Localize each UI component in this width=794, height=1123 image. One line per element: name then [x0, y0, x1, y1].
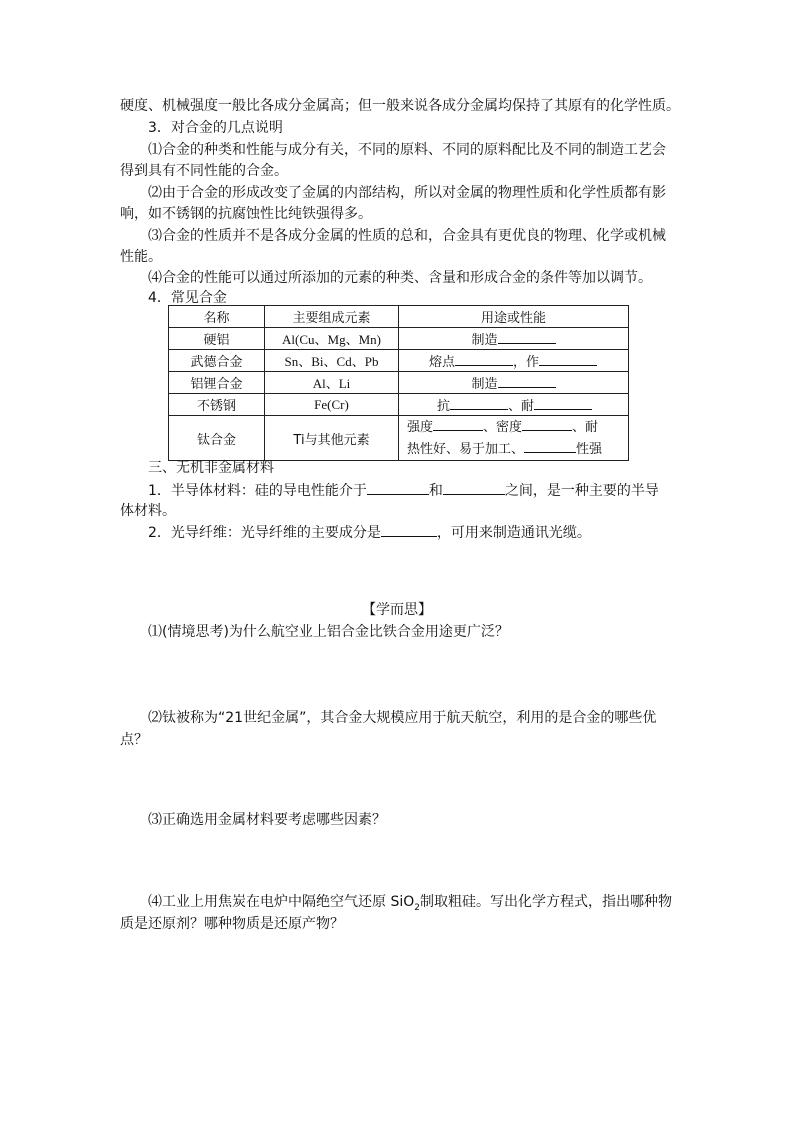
alloy-table — [168, 305, 629, 461]
question-2-line-a: ⑵钛被称为“21世纪金属”，其合金大规模应用于航天航空，利用的是合金的哪些优 — [148, 710, 657, 726]
answer-blank[interactable] — [381, 522, 437, 537]
note-2-line-b: 响，如不锈钢的抗腐蚀性比纯铁强得多。 — [120, 206, 372, 222]
alloy-name: 不锈钢 — [169, 394, 265, 416]
alloy-use — [399, 372, 629, 394]
table-row — [169, 372, 629, 394]
section-three-title: 三、无机非金属材料 — [148, 460, 274, 476]
item-text: 1．半导体材料：硅的导电性能介于 — [148, 483, 367, 499]
question-3: ⑶正确选用金属材料要考虑哪些因素？ — [148, 812, 386, 828]
header-use: 用途或性能 — [399, 306, 629, 328]
alloy-elements: Ti与其他元素 — [265, 416, 399, 461]
table-row — [169, 350, 629, 372]
alloy-elements: Al(Cu、Mg、Mn) — [265, 328, 399, 350]
question-2-line-b: 点？ — [120, 732, 148, 748]
note-1-line-a: ⑴合金的种类和性能与成分有关，不同的原料、不同的原料配比及不同的制造工艺会 — [148, 142, 666, 158]
question-1: ⑴(情境思考)为什么航空业上铝合金比铁合金用途更广泛？ — [148, 624, 509, 640]
answer-blank[interactable] — [522, 416, 572, 431]
alloy-use — [399, 394, 629, 416]
header-elements: 主要组成元素 — [265, 306, 399, 328]
section-4-title: 4．常见合金 — [148, 290, 227, 306]
table-row — [169, 416, 629, 461]
alloy-use — [399, 328, 629, 350]
alloy-elements: Sn、Bi、Cd、Pb — [265, 350, 399, 372]
question-4-line-b: 质是还原剂？哪种物质是还原产物？ — [120, 916, 344, 932]
alloy-name: 铝锂合金 — [169, 372, 265, 394]
answer-blank[interactable] — [367, 480, 429, 495]
table-header-row — [169, 306, 629, 328]
note-4-line: ⑷合金的性能可以通过所添加的元素的种类、含量和形成合金的条件等加以调节。 — [148, 270, 652, 286]
alloy-name: 钛合金 — [169, 416, 265, 461]
use-text: 制造 — [471, 333, 498, 348]
answer-blank[interactable] — [498, 373, 556, 388]
header-name: 名称 — [169, 306, 265, 328]
question-text: ⑷工业上用焦炭在电炉中隔绝空气还原 SiO — [148, 894, 415, 910]
item-text: ，可用来制造通讯光缆。 — [436, 525, 591, 541]
table-row — [169, 394, 629, 416]
use-text: 制造 — [471, 377, 498, 392]
alloy-elements: Fe(Cr) — [265, 394, 399, 416]
subscript: 2 — [414, 902, 420, 913]
optical-fiber-line — [148, 522, 591, 543]
alloy-elements: Al、Li — [265, 372, 399, 394]
note-1-line-b: 得到具有不同性能的合金。 — [120, 163, 288, 179]
use-text: 、密度 — [483, 420, 523, 435]
answer-blank[interactable] — [524, 438, 576, 453]
use-text: 性强 — [576, 442, 603, 457]
use-text: 熔点 — [429, 355, 456, 370]
use-text: 强度 — [407, 420, 434, 435]
use-text: ，作 — [513, 355, 540, 370]
use-text: 、耐 — [508, 399, 535, 414]
alloy-use — [399, 416, 629, 461]
alloy-name: 武德合金 — [169, 350, 265, 372]
answer-blank[interactable] — [450, 395, 508, 410]
intro-line: 硬度、机械强度一般比各成分金属高；但一般来说各成分金属均保持了其原有的化学性质。 — [120, 98, 680, 114]
semiconductor-line-cont: 体材料。 — [120, 503, 176, 519]
question-text: 制取粗硅。写出化学方程式，指出哪种物 — [419, 894, 672, 910]
answer-blank[interactable] — [539, 351, 597, 366]
use-text: 抗 — [437, 399, 451, 414]
answer-blank[interactable] — [455, 351, 513, 366]
answer-blank[interactable] — [443, 480, 505, 495]
alloy-use — [399, 350, 629, 372]
study-heading: 【学而思】 — [362, 602, 432, 618]
alloy-name: 硬铝 — [169, 328, 265, 350]
use-text: 热性好、易于加工、 — [407, 442, 525, 457]
table-row — [169, 328, 629, 350]
section-3-title: 3．对合金的几点说明 — [148, 120, 283, 136]
semiconductor-line — [148, 480, 659, 501]
item-text: 2．光导纤维：光导纤维的主要成分是 — [148, 525, 381, 541]
answer-blank[interactable] — [498, 329, 556, 344]
item-text: 和 — [428, 483, 443, 499]
item-text: 之间，是一种主要的半导 — [504, 483, 659, 499]
note-3-line-b: 性能。 — [120, 249, 162, 265]
use-text: 、耐 — [572, 420, 599, 435]
note-3-line-a: ⑶合金的性质并不是各成分金属的性质的总和，合金具有更优良的物理、化学或机械 — [148, 228, 666, 244]
answer-blank[interactable] — [433, 416, 483, 431]
answer-blank[interactable] — [534, 395, 592, 410]
note-2-line-a: ⑵由于合金的形成改变了金属的内部结构，所以对金属的物理性质和化学性质都有影 — [148, 185, 666, 201]
